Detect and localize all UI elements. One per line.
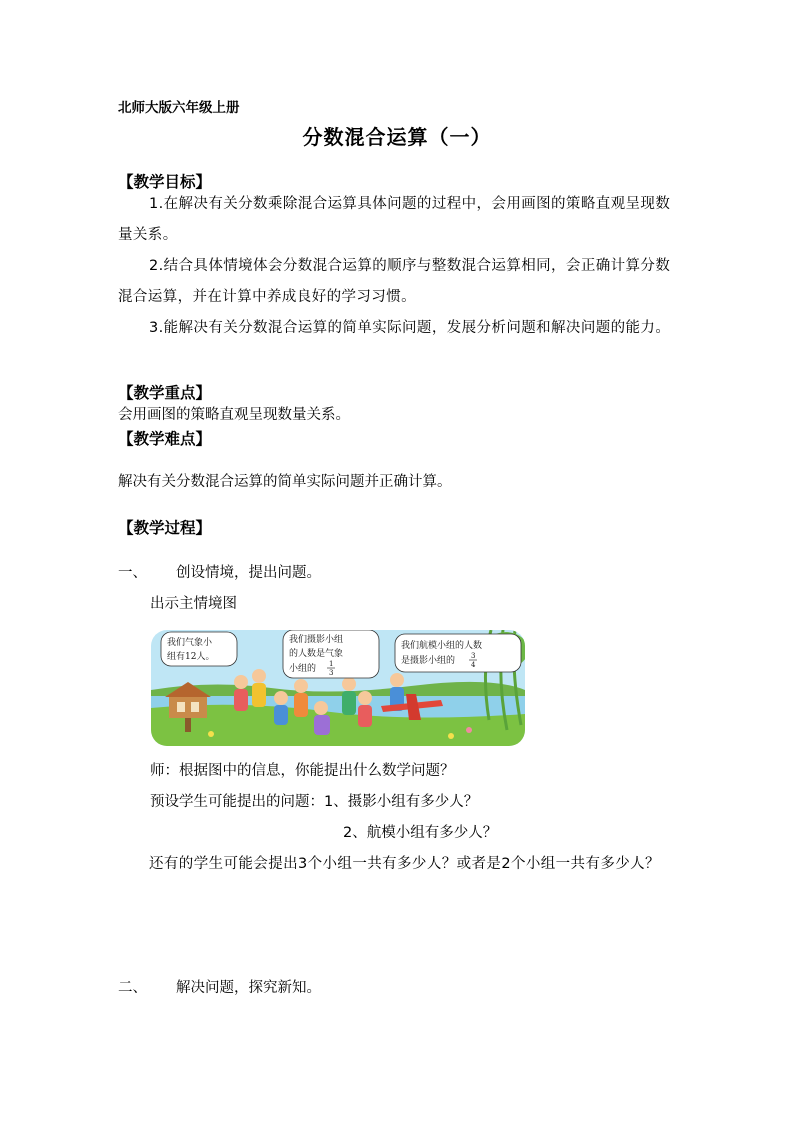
difficulties-heading: 【教学难点】 <box>118 430 212 448</box>
teacher-question: 师：根据图中的信息，你能提出什么数学问题？ <box>150 763 455 779</box>
objectives-heading: 【教学目标】 <box>118 173 212 191</box>
bubble-weather-line1: 我们气象小 <box>167 638 213 648</box>
bubble-aero-line1: 我们航模小组的人数 <box>401 641 483 651</box>
difficulties-text: 解决有关分数混合运算的简单实际问题并正确计算。 <box>118 474 452 490</box>
bubble-aero-frac-num: 3 <box>471 652 476 660</box>
objective-3: 3.能解决有关分数混合运算的简单实际问题，发展分析问题和解决问题的能力。 <box>149 320 671 336</box>
step1-title: 创设情境，提出问题。 <box>176 565 321 581</box>
scene-drawing <box>151 630 525 746</box>
preset-question-2: 2、航模小组有多少人？ <box>343 825 498 841</box>
bubble-weather-line2: 组有12人。 <box>167 652 215 662</box>
bubble-aero-frac-den: 4 <box>471 661 476 669</box>
step2-number: 二、 <box>118 980 147 996</box>
publisher-label: 北师大版六年级上册 <box>118 100 240 116</box>
bubble-photo-frac-num: 1 <box>329 660 334 668</box>
bubble-photo-line1: 我们摄影小组 <box>289 635 344 645</box>
preset-question-1: 预设学生可能提出的问题：1、摄影小组有多少人？ <box>150 794 479 810</box>
step1-number: 一、 <box>118 565 147 581</box>
speech-bubble-aero <box>395 634 521 672</box>
speech-bubble-photo <box>283 630 379 678</box>
step2-title: 解决问题，探究新知。 <box>176 980 321 996</box>
speech-bubble-weather <box>161 632 237 666</box>
show-scene-text: 出示主情境图 <box>150 596 237 612</box>
bubble-aero-line2: 是摄影小组的 <box>401 656 456 666</box>
process-heading: 【教学过程】 <box>118 519 212 537</box>
page-title: 分数混合运算（一） <box>302 125 492 149</box>
key-points-text: 会用画图的策略直观呈现数量关系。 <box>118 407 350 423</box>
objective-2: 2.结合具体情境体会分数混合运算的顺序与整数混合运算相同，会正确计算分数混合运算，并在计算中养成良好的学习习惯。 <box>118 258 671 305</box>
bubble-photo-line3: 小组的 <box>289 664 317 674</box>
key-points-heading: 【教学重点】 <box>118 384 212 402</box>
bubble-photo-frac-den: 3 <box>329 669 334 677</box>
bubble-photo-line2: 的人数是气象 <box>289 649 344 659</box>
scene-illustration <box>151 630 525 746</box>
objective-1: 1.在解决有关分数乘除混合运算具体问题的过程中，会用画图的策略直观呈现数量关系。 <box>118 196 671 243</box>
more-questions: 还有的学生可能会提出3个小组一共有多少人？或者是2个小组一共有多少人？ <box>149 856 660 872</box>
